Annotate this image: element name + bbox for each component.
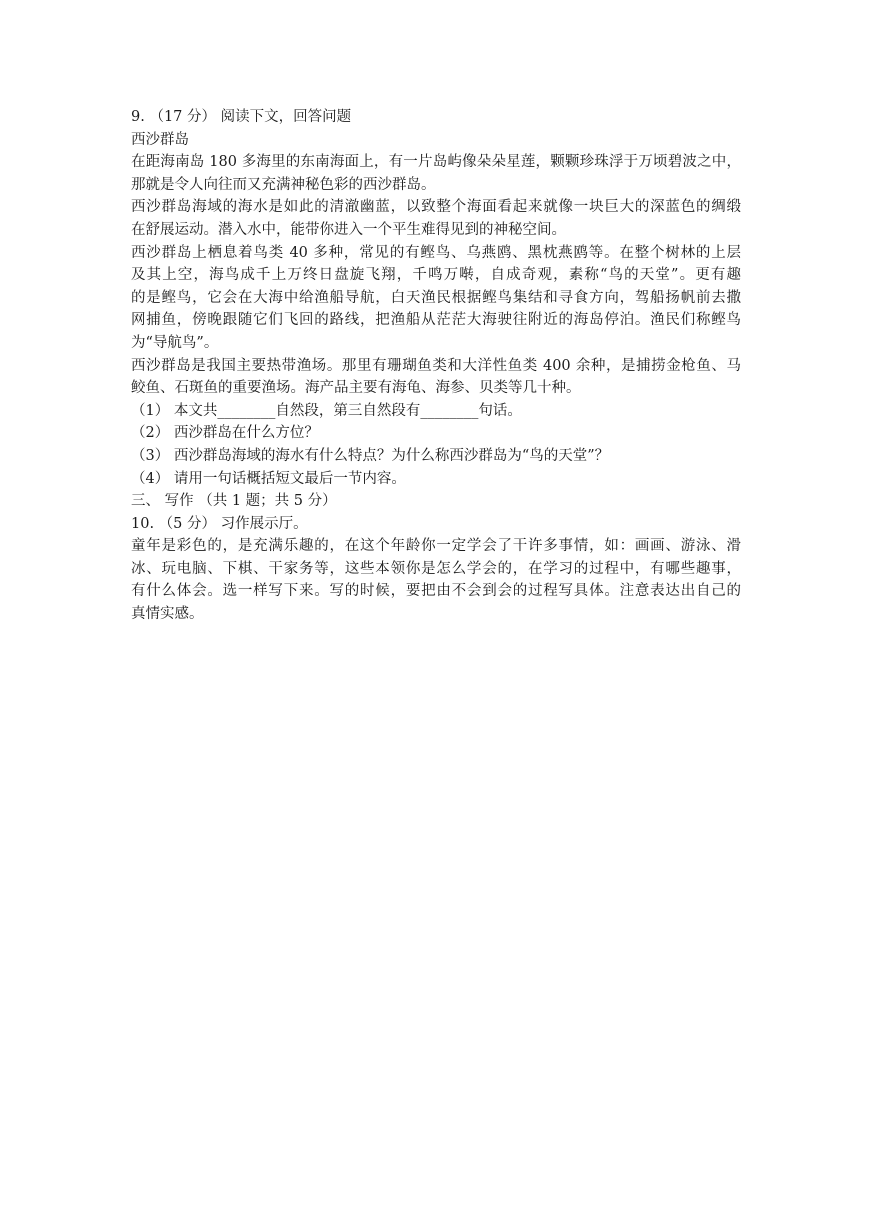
- passage-line: 西沙群岛是我国主要热带渔场。那里有珊瑚鱼类和大洋性鱼类 400 余种，是捕捞金枪鱼、马: [131, 357, 741, 374]
- passage-line: 为“导航鸟”。: [131, 334, 219, 351]
- passage-line: 西沙群岛上栖息着鸟类 40 多种，常见的有鲣鸟、乌燕鸥、黑枕燕鸥等。在整个树林的上层: [131, 244, 741, 261]
- question-9-4: （4） 请用一句话概括短文最后一节内容。: [131, 470, 406, 487]
- question-9-header: 9. （17 分） 阅读下文，回答问题: [131, 109, 352, 125]
- writing-prompt-line: 真情实感。: [131, 606, 204, 623]
- writing-prompt-line: 童年是彩色的，是充满乐趣的，在这个年龄你一定学会了干许多事情，如：画画、游泳、滑: [131, 538, 741, 555]
- passage-title: 西沙群岛: [131, 131, 189, 148]
- passage-line: 那就是令人向往而又充满神秘色彩的西沙群岛。: [131, 176, 436, 193]
- passage-line: 鲛鱼、石斑鱼的重要渔场。海产品主要有海龟、海参、贝类等几十种。: [131, 380, 581, 397]
- passage-line: 的是鲣鸟，它会在大海中给渔船导航，白天渔民根据鲣鸟集结和寻食方向，驾船扬帆前去撒: [131, 289, 741, 306]
- question-9-3: （3） 西沙群岛海域的海水有什么特点？为什么称西沙群岛为“鸟的天堂”？: [131, 447, 610, 464]
- writing-prompt-line: 有什么体会。选一样写下来。写的时候，要把由不会到会的过程写具体。注意表达出自己的: [131, 583, 741, 600]
- section-3-header: 三、 写作 （共 1 题；共 5 分）: [131, 493, 337, 510]
- writing-prompt-line: 冰、玩电脑、下棋、干家务等，这些本领你是怎么学会的，在学习的过程中，有哪些趣事，: [131, 560, 741, 577]
- passage-line: 及其上空，海鸟成千上万终日盘旋飞翔，千鸣万啭，自成奇观，素称“鸟的天堂”。更有趣: [131, 267, 741, 284]
- passage-line: 西沙群岛海域的海水是如此的清澈幽蓝，以致整个海面看起来就像一块巨大的深蓝色的绸缎: [131, 199, 741, 216]
- passage-line: 在距海南岛 180 多海里的东南海面上，有一片岛屿像朵朵星莲，颗颗珍珠浮于万顷碧波之中，: [131, 154, 741, 171]
- passage-line: 网捕鱼，傍晚跟随它们飞回的路线，把渔船从茫茫大海驶往附近的海岛停泊。渔民们称鲣鸟: [131, 312, 741, 329]
- question-9-2: （2） 西沙群岛在什么方位？: [131, 425, 319, 442]
- document-page: [131, 106, 741, 626]
- question-9-1: （1） 本文共________自然段，第三自然段有________句话。: [131, 402, 522, 419]
- question-10-header: 10. （5 分） 习作展示厅。: [131, 515, 308, 532]
- passage-line: 在舒展运动。潜入水中，能带你进入一个平生难得见到的神秘空间。: [131, 221, 566, 238]
